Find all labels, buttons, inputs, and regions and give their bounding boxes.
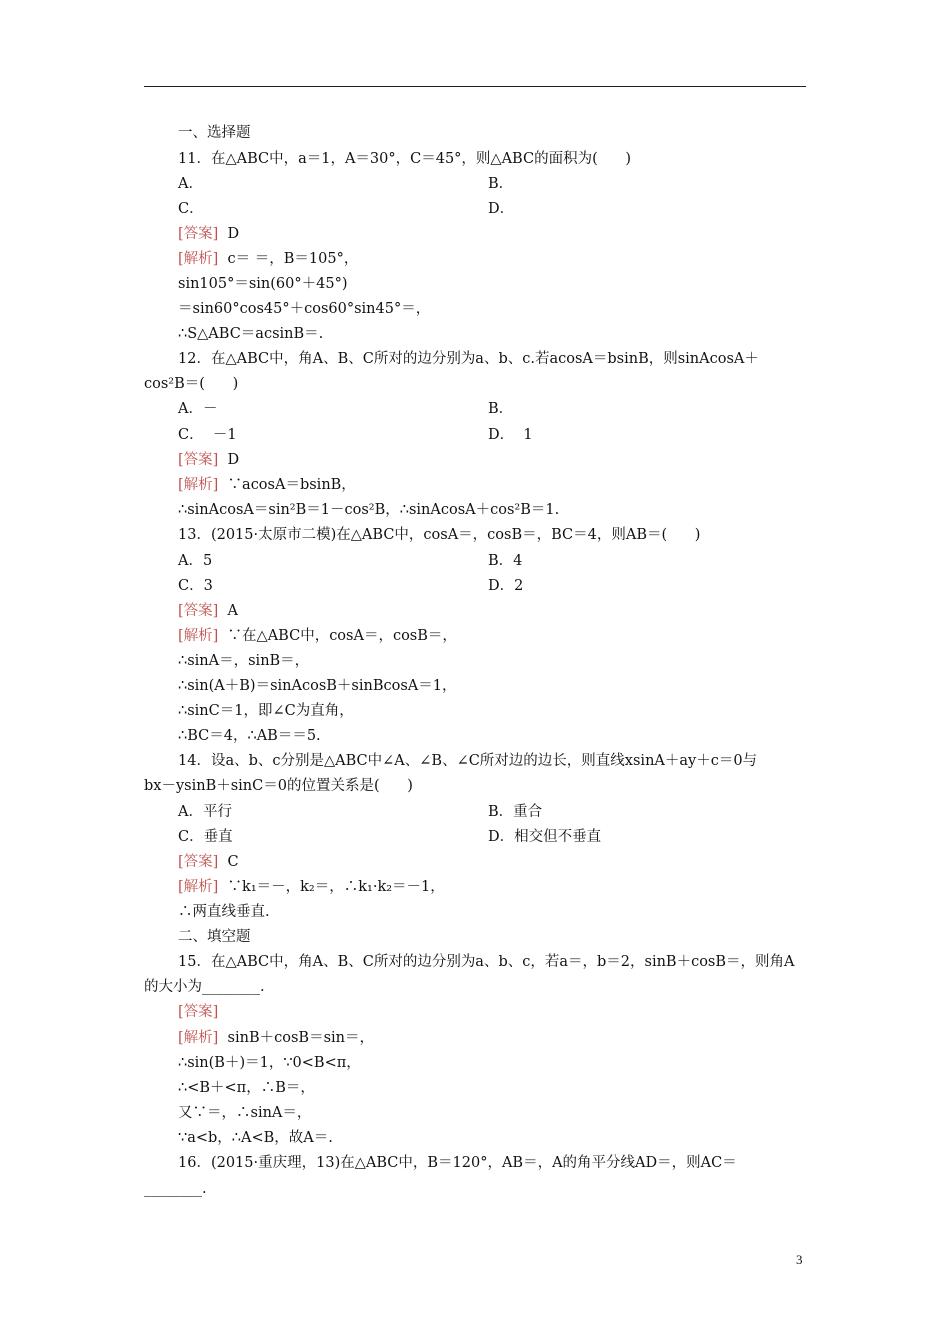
option-right: B． [488, 401, 514, 417]
line-text: cos²B＝( ) [144, 376, 239, 392]
line-text: ∴两直线垂直. [178, 904, 270, 920]
line-text: A．平行 [178, 804, 232, 820]
text-line [178, 350, 759, 368]
text-line [144, 1180, 207, 1198]
option-right: B．重合 [488, 804, 543, 820]
line-text: A．5 [178, 553, 213, 569]
line-text: A．－ [178, 401, 218, 417]
text-line [178, 853, 239, 871]
text-line [178, 577, 213, 595]
text-line [144, 777, 413, 795]
text-line [178, 501, 559, 519]
line-text: ∴sinA＝，sinB＝， [178, 653, 310, 669]
line-text: sin105°＝sin(60°＋45°) [178, 276, 348, 292]
text-line [178, 1029, 374, 1047]
text-line [178, 200, 204, 218]
text-line [178, 652, 309, 670]
line-text: ________. [144, 1181, 207, 1197]
text-line [178, 702, 354, 720]
text-line [178, 752, 757, 770]
text-line [178, 451, 239, 469]
page-number: 3 [796, 1252, 803, 1267]
text-line [178, 828, 233, 846]
text-line [144, 375, 238, 393]
text-line [178, 124, 251, 142]
line-text: C．3 [178, 578, 213, 594]
line-text: ∴sinAcosA＝sin²B＝1－cos²B，∴sinAcosA＋cos²B＝1. [178, 502, 560, 518]
option-right: D．相交但不垂直 [488, 829, 602, 845]
line-text: 二、填空题 [178, 929, 251, 945]
text-line [178, 1003, 218, 1021]
line-text: 15．在△ABC中，角A、B、C所对的边分别为a、b、c，若a＝，b＝2，sinB＋cosB＝，则角A [178, 954, 795, 970]
text-line [178, 325, 323, 343]
answer-label: [答案] [178, 452, 219, 468]
line-text: ∴S△ABC＝acsinB＝. [178, 326, 324, 342]
answer-label: [答案] [178, 603, 219, 619]
line-text: D [218, 452, 240, 468]
answer-label: [解析] [178, 477, 219, 493]
text-line [178, 250, 358, 268]
line-text: ∴sin(A＋B)＝sinAcosB＋sinBcosA＝1， [178, 678, 457, 694]
line-text: A [218, 603, 239, 619]
text-line [178, 1054, 361, 1072]
line-text: sinB＋cosB＝sin＝， [218, 1030, 374, 1046]
text-line [178, 803, 232, 821]
line-text: 16．(2015·重庆理，13)在△ABC中，B＝120°，AB＝，A的角平分线AD＝，则AC＝ [178, 1155, 737, 1171]
text-line [178, 526, 700, 544]
line-text: ∵k₁＝－，k₂＝，∴k₁·k₂＝－1， [218, 879, 445, 895]
text-line [178, 727, 321, 745]
line-text: 12．在△ABC中，角A、B、C所对的边分别为a、b、c.若acosA＝bsinB，则sinAcosA＋ [178, 351, 759, 367]
line-text: ∵acosA＝bsinB， [218, 477, 356, 493]
line-text: ∴sinC＝1，即∠C为直角， [178, 703, 354, 719]
text-line [178, 928, 251, 946]
text-line [178, 175, 203, 193]
answer-label: [解析] [178, 879, 219, 895]
answer-label: [答案] [178, 854, 219, 870]
line-text: A． [178, 176, 203, 192]
line-text: 一、选择题 [178, 125, 251, 141]
text-line [178, 602, 238, 620]
text-line [178, 476, 356, 494]
line-text: ∴sin(B＋)＝1，∵0<B<π， [178, 1055, 361, 1071]
text-line [178, 300, 430, 318]
answer-label: [解析] [178, 251, 219, 267]
line-text: ∵在△ABC中，cosA＝，cosB＝， [218, 628, 457, 644]
line-text: C． －1 [178, 427, 237, 443]
line-text: bx－ysinB＋sinC＝0的位置关系是( ) [144, 778, 413, 794]
answer-label: [解析] [178, 628, 219, 644]
text-line [178, 1079, 315, 1097]
answer-label: [答案] [178, 226, 219, 242]
answer-label: [解析] [178, 1030, 219, 1046]
text-line [178, 552, 212, 570]
line-text: C． [178, 201, 204, 217]
option-right: D．2 [488, 578, 524, 594]
text-line [178, 275, 347, 293]
text-line [178, 1154, 737, 1172]
text-line [178, 1104, 311, 1122]
line-text: ∴BC＝4，∴AB＝＝5. [178, 728, 321, 744]
text-line [178, 953, 795, 971]
text-line [178, 150, 631, 168]
answer-label: [答案] [178, 1004, 219, 1020]
line-text: ∴<B＋<π，∴B＝， [178, 1080, 315, 1096]
text-line [178, 878, 445, 896]
line-text: 11．在△ABC中，a＝1，A＝30°，C＝45°，则△ABC的面积为( ) [178, 151, 632, 167]
line-text: C．垂直 [178, 829, 233, 845]
line-text: C [218, 854, 239, 870]
line-text: D [218, 226, 240, 242]
header-rule [144, 86, 806, 87]
line-text: 13．(2015·太原市二模)在△ABC中，cosA＝，cosB＝，BC＝4，则AB＝( ) [178, 527, 701, 543]
line-text: 又∵＝，∴sinA＝， [178, 1105, 312, 1121]
text-line [178, 627, 457, 645]
text-line [178, 677, 456, 695]
text-line [178, 903, 270, 921]
text-line [178, 225, 239, 243]
text-line [178, 1129, 333, 1147]
line-text: ∵a<b，∴A<B，故A＝. [178, 1130, 333, 1146]
line-text: 14．设a、b、c分别是△ABC中∠A、∠B、∠C所对边的边长，则直线xsinA＋ay＋c＝0与 [178, 753, 758, 769]
line-text: 的大小为________. [144, 979, 265, 995]
text-line [144, 978, 265, 996]
option-right: D． 1 [488, 427, 533, 443]
option-right: B． [488, 176, 514, 192]
option-right: D． [488, 201, 515, 217]
option-right: B．4 [488, 553, 523, 569]
text-line [178, 426, 237, 444]
line-text: ＝sin60°cos45°＋cos60°sin45°＝， [178, 301, 431, 317]
line-text: c＝ ＝，B＝105°， [218, 251, 359, 267]
text-line [178, 400, 217, 418]
